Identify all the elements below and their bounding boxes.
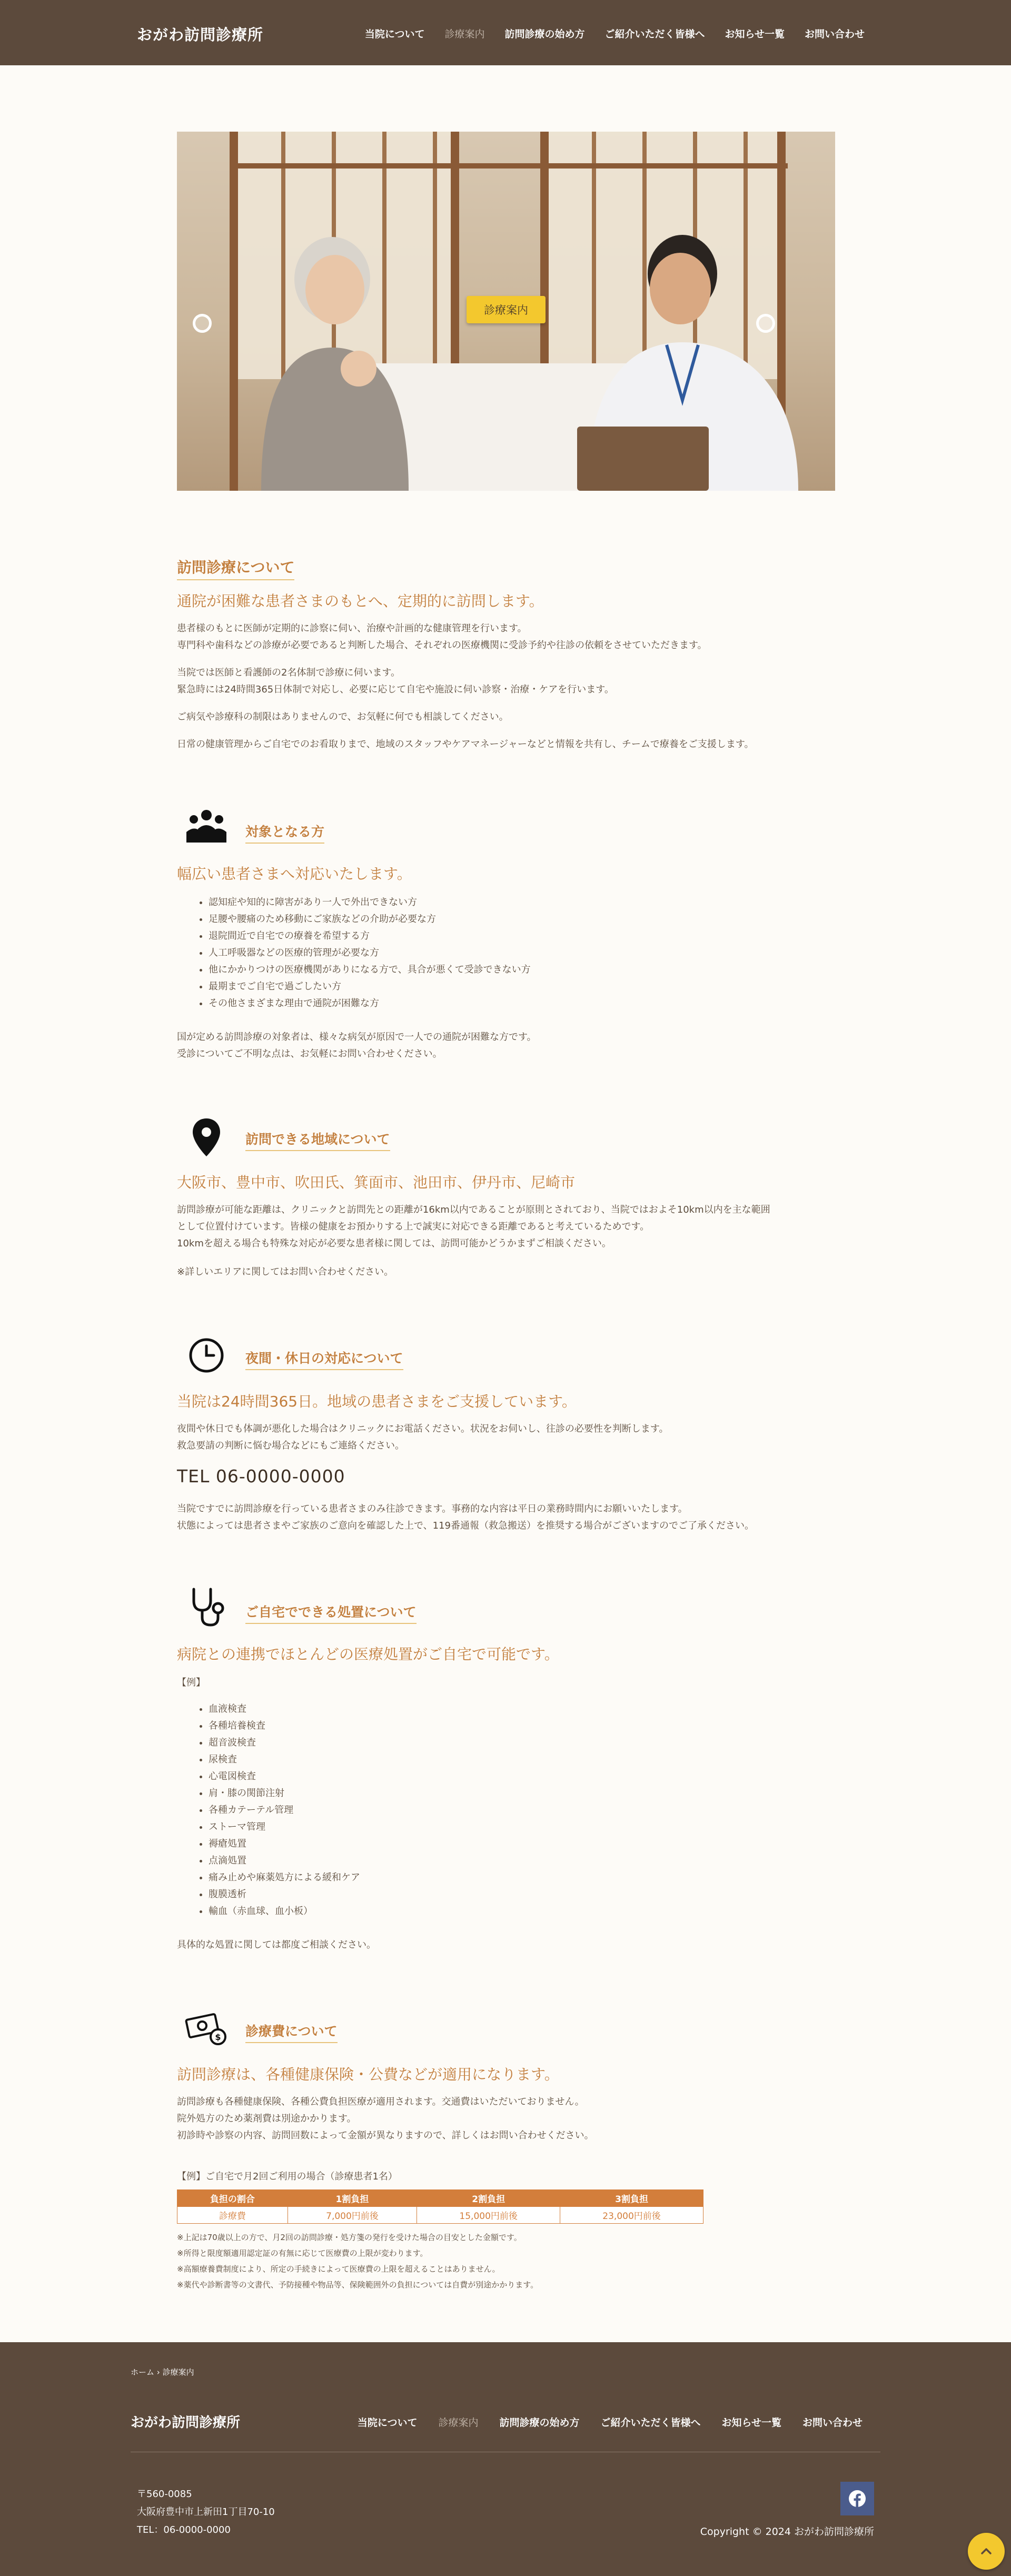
about-text-1: 患者様のもとに医師が定期的に診察に伺い、治療や計画的な健康管理を行います。 専門科や歯科などの診療が必要であると判断した場合、それぞれの医療機関に受診予約や往診の依頼をさせていただきます。 [177,623,707,651]
target-title: 対象となる方 [245,821,324,844]
chevron-up-icon [979,2544,993,2558]
list-item: • 認知症や知的に障害があり一人で外出できない方 [209,894,531,911]
list-item: • ストーマ管理 [209,1819,360,1836]
fee-table [177,2189,703,2224]
people-icon [184,806,229,850]
care-subtitle: 病院との連携でほとんどの医療処置がご自宅で可能です。 [177,1646,559,1663]
care-note: 具体的な処置に関しては都度ご相談ください。 [177,1939,376,1950]
nav-item-services[interactable]: 診療案内 [444,28,485,40]
night-subtitle: 当院は24時間365日。地域の患者さまをご支援しています。 [177,1393,577,1410]
hero-pillar [230,132,238,491]
area-subtitle: 大阪市、豊中市、吹田氏、箕面市、池田市、伊丹市、尼崎市 [177,1174,576,1191]
site-header [0,0,1011,65]
list-item: • 各種カテーテル管理 [209,1802,360,1819]
list-item: • 褥瘡処置 [209,1836,360,1852]
about-title: 訪問診療について [177,556,294,580]
footer-nav-news[interactable]: お知らせ一覧 [721,2417,781,2429]
list-item: • 輸血（赤血球、血小板） [209,1903,360,1920]
list-item: • 最期までご自宅で過ごしたい方 [209,978,531,995]
table-header: 2割負担 [417,2190,560,2207]
table-cell: 15,000円前後 [417,2207,560,2224]
list-item: • 痛み止めや麻薬処方による緩和ケア [209,1869,360,1886]
copyright: Copyright © 2024 おがわ訪問診療所 [700,2526,874,2538]
list-item: • その他さまざまな理由で通院が困難な方 [209,995,531,1012]
hero-image [177,132,835,491]
clock-icon [184,1333,229,1378]
table-header: 3割負担 [560,2190,703,2207]
about-subtitle: 通院が困難な患者さまのもとへ、定期的に訪問します。 [177,592,544,610]
hero-doctor [577,232,804,491]
phone-number[interactable]: TEL 06-0000-0000 [177,1466,345,1487]
money-icon [184,2006,229,2050]
footer-nav-getting-started[interactable]: 訪問診療の始め方 [499,2417,580,2429]
fee-notes: ※上記は70歳以上の方で、月2回の訪問診療・処方箋の発行を受けた場合の目安とした金額です。 ※所得と限度額適用認定証の有無に応じて医療費の上限が変わります。 ※高額療養費制度により、所定の手続きによって医療費の上限を超えることはありません。 ※薬代や診断書等の文書代、予防接種や物品等、保険範囲外の負担については自費が別途かかります。 [177,2233,539,2290]
footer-nav-referrers[interactable]: ご紹介いただく皆様へ [600,2417,701,2429]
nav-item-about[interactable]: 当院について [364,28,425,40]
table-header: 負担の割合 [177,2190,288,2207]
list-item: • 腹膜透析 [209,1886,360,1903]
slider-next-dot[interactable] [756,314,775,333]
fee-text: 訪問診療も各種健康保険、各種公費負担医療が適用されます。交通費はいただいておりません。 院外処方のため薬剤費は別途かかります。 初診時や診察の内容、訪問回数によって金額が異なりますので、詳しくはお問い合わせください。 [177,2096,594,2141]
target-subtitle: 幅広い患者さまへ対応いたします。 [177,865,412,883]
footer-nav-contact[interactable]: お問い合わせ [802,2417,863,2429]
hero-rail [230,163,788,169]
facebook-icon[interactable] [840,2482,874,2515]
about-text-4: 日常の健康管理からご自宅でのお看取りまで、地域のスタッフやケアマネージャーなどと情報を共有し、チームで療養をご支援します。 [177,739,754,750]
list-item: • 肩・膝の関節注射 [209,1785,360,1802]
list-item: • 他にかかりつけの医療機関がありになる方で、具合が悪くて受診できない方 [209,962,531,978]
hero-page-badge: 診療案内 [467,296,546,323]
area-title: 訪問できる地域について [245,1129,390,1151]
list-item: • 足腰や腰痛のため移動にご家族などの介助が必要な方 [209,911,531,928]
list-item: • 各種培養検査 [209,1718,360,1735]
list-item: • 人工呼吸器などの医療的管理が必要な方 [209,945,531,962]
area-text: 訪問診療が可能な距離は、クリニックと訪問先との距離が16km以内であることが原則とされており、当院ではおよそ10km以内を主な範囲 として位置付けています。皆様の健康をお預かりする上で誠実に対応できる距離であると考えているためです。 10kmを超える場合も特殊な対応が必要な患者様に関しては、訪問可能かどうかまずご相談ください。 [177,1204,770,1249]
night-text-2: 当院ですでに訪問診療を行っている患者さまのみ往診できます。事務的な内容は平日の業務時間内にお願いいたします。 状態によっては患者さまやご家族のご意向を確認した上で、119番通報（救急搬送）を推奨する場合がございますのでご了承ください。 [177,1503,754,1531]
nav-item-getting-started[interactable]: 訪問診療の始め方 [504,28,585,40]
table-cell: 診療費 [177,2207,288,2224]
nav-item-news[interactable]: お知らせ一覧 [725,28,785,40]
hero-elderly-woman [245,232,419,491]
care-example-label: 【例】 [177,1677,205,1688]
nav-item-referrers[interactable]: ご紹介いただく皆様へ [604,28,705,40]
svg-text:$: $ [215,2032,221,2042]
fee-subtitle: 訪問診療は、各種健康保険・公費などが適用になります。 [177,2066,559,2083]
target-list [209,894,531,1012]
main-nav [365,26,865,41]
site-logo[interactable]: おがわ訪問診療所 [137,26,264,44]
target-notes: 国が定める訪問診療の対象者は、様々な病気が原因で一人での通院が困難な方です。 受診についてご不明な点は、お気軽にお問い合わせください。 [177,1032,537,1059]
footer-logo[interactable]: おがわ訪問診療所 [131,2415,241,2431]
list-item: • 点滴処置 [209,1852,360,1869]
footer-nav [358,2415,863,2429]
list-item: • 退院間近で自宅での療養を希望する方 [209,928,531,945]
care-list [209,1701,360,1920]
scroll-top-button[interactable] [968,2533,1005,2570]
list-item: • 血液検査 [209,1701,360,1718]
footer-nav-services[interactable]: 診療案内 [438,2417,479,2429]
list-item: • 超音波検査 [209,1735,360,1751]
stethoscope-icon [184,1585,229,1629]
about-text-3: ご病気や診療科の制限はありませんので、お気軽に何でも相談してください。 [177,711,509,722]
table-header: 1割負担 [288,2190,417,2207]
table-row [177,2207,703,2224]
footer-nav-about[interactable]: 当院について [357,2417,418,2429]
list-item: • 心電図検査 [209,1768,360,1785]
nav-item-contact[interactable]: お問い合わせ [804,28,865,40]
breadcrumb[interactable]: ホーム › 診療案内 [131,2367,194,2377]
care-title: ご自宅でできる処置について [245,1602,417,1624]
list-item: • 尿検査 [209,1751,360,1768]
map-pin-icon [184,1115,229,1160]
night-text-1: 夜間や休日でも体調が悪化した場合はクリニックにお電話ください。状況をお伺いし、往診の必要性を判断します。 救急要請の判断に悩む場合などにもご連絡ください。 [177,1423,669,1451]
footer-address: 〒560-0085 大阪府豊中市上新田1丁目70-10 TEL：06-0000-0000 [137,2489,275,2535]
fee-table-caption: 【例】ご自宅で月2回ご利用の場合（診療患者1名） [177,2171,398,2182]
area-note: ※詳しいエリアに関してはお問い合わせください。 [177,1266,394,1277]
night-title: 夜間・休日の対応について [245,1348,403,1370]
slider-prev-dot[interactable] [193,314,212,333]
table-cell: 7,000円前後 [288,2207,417,2224]
fee-title: 診療費について [245,2021,338,2043]
table-cell: 23,000円前後 [560,2207,703,2224]
about-text-2: 当院では医師と看護師の2名体制で診療に伺います。 緊急時には24時間365日体制で対応し、必要に応じて自宅や施設に伺い診察・治療・ケアを行います。 [177,667,614,695]
